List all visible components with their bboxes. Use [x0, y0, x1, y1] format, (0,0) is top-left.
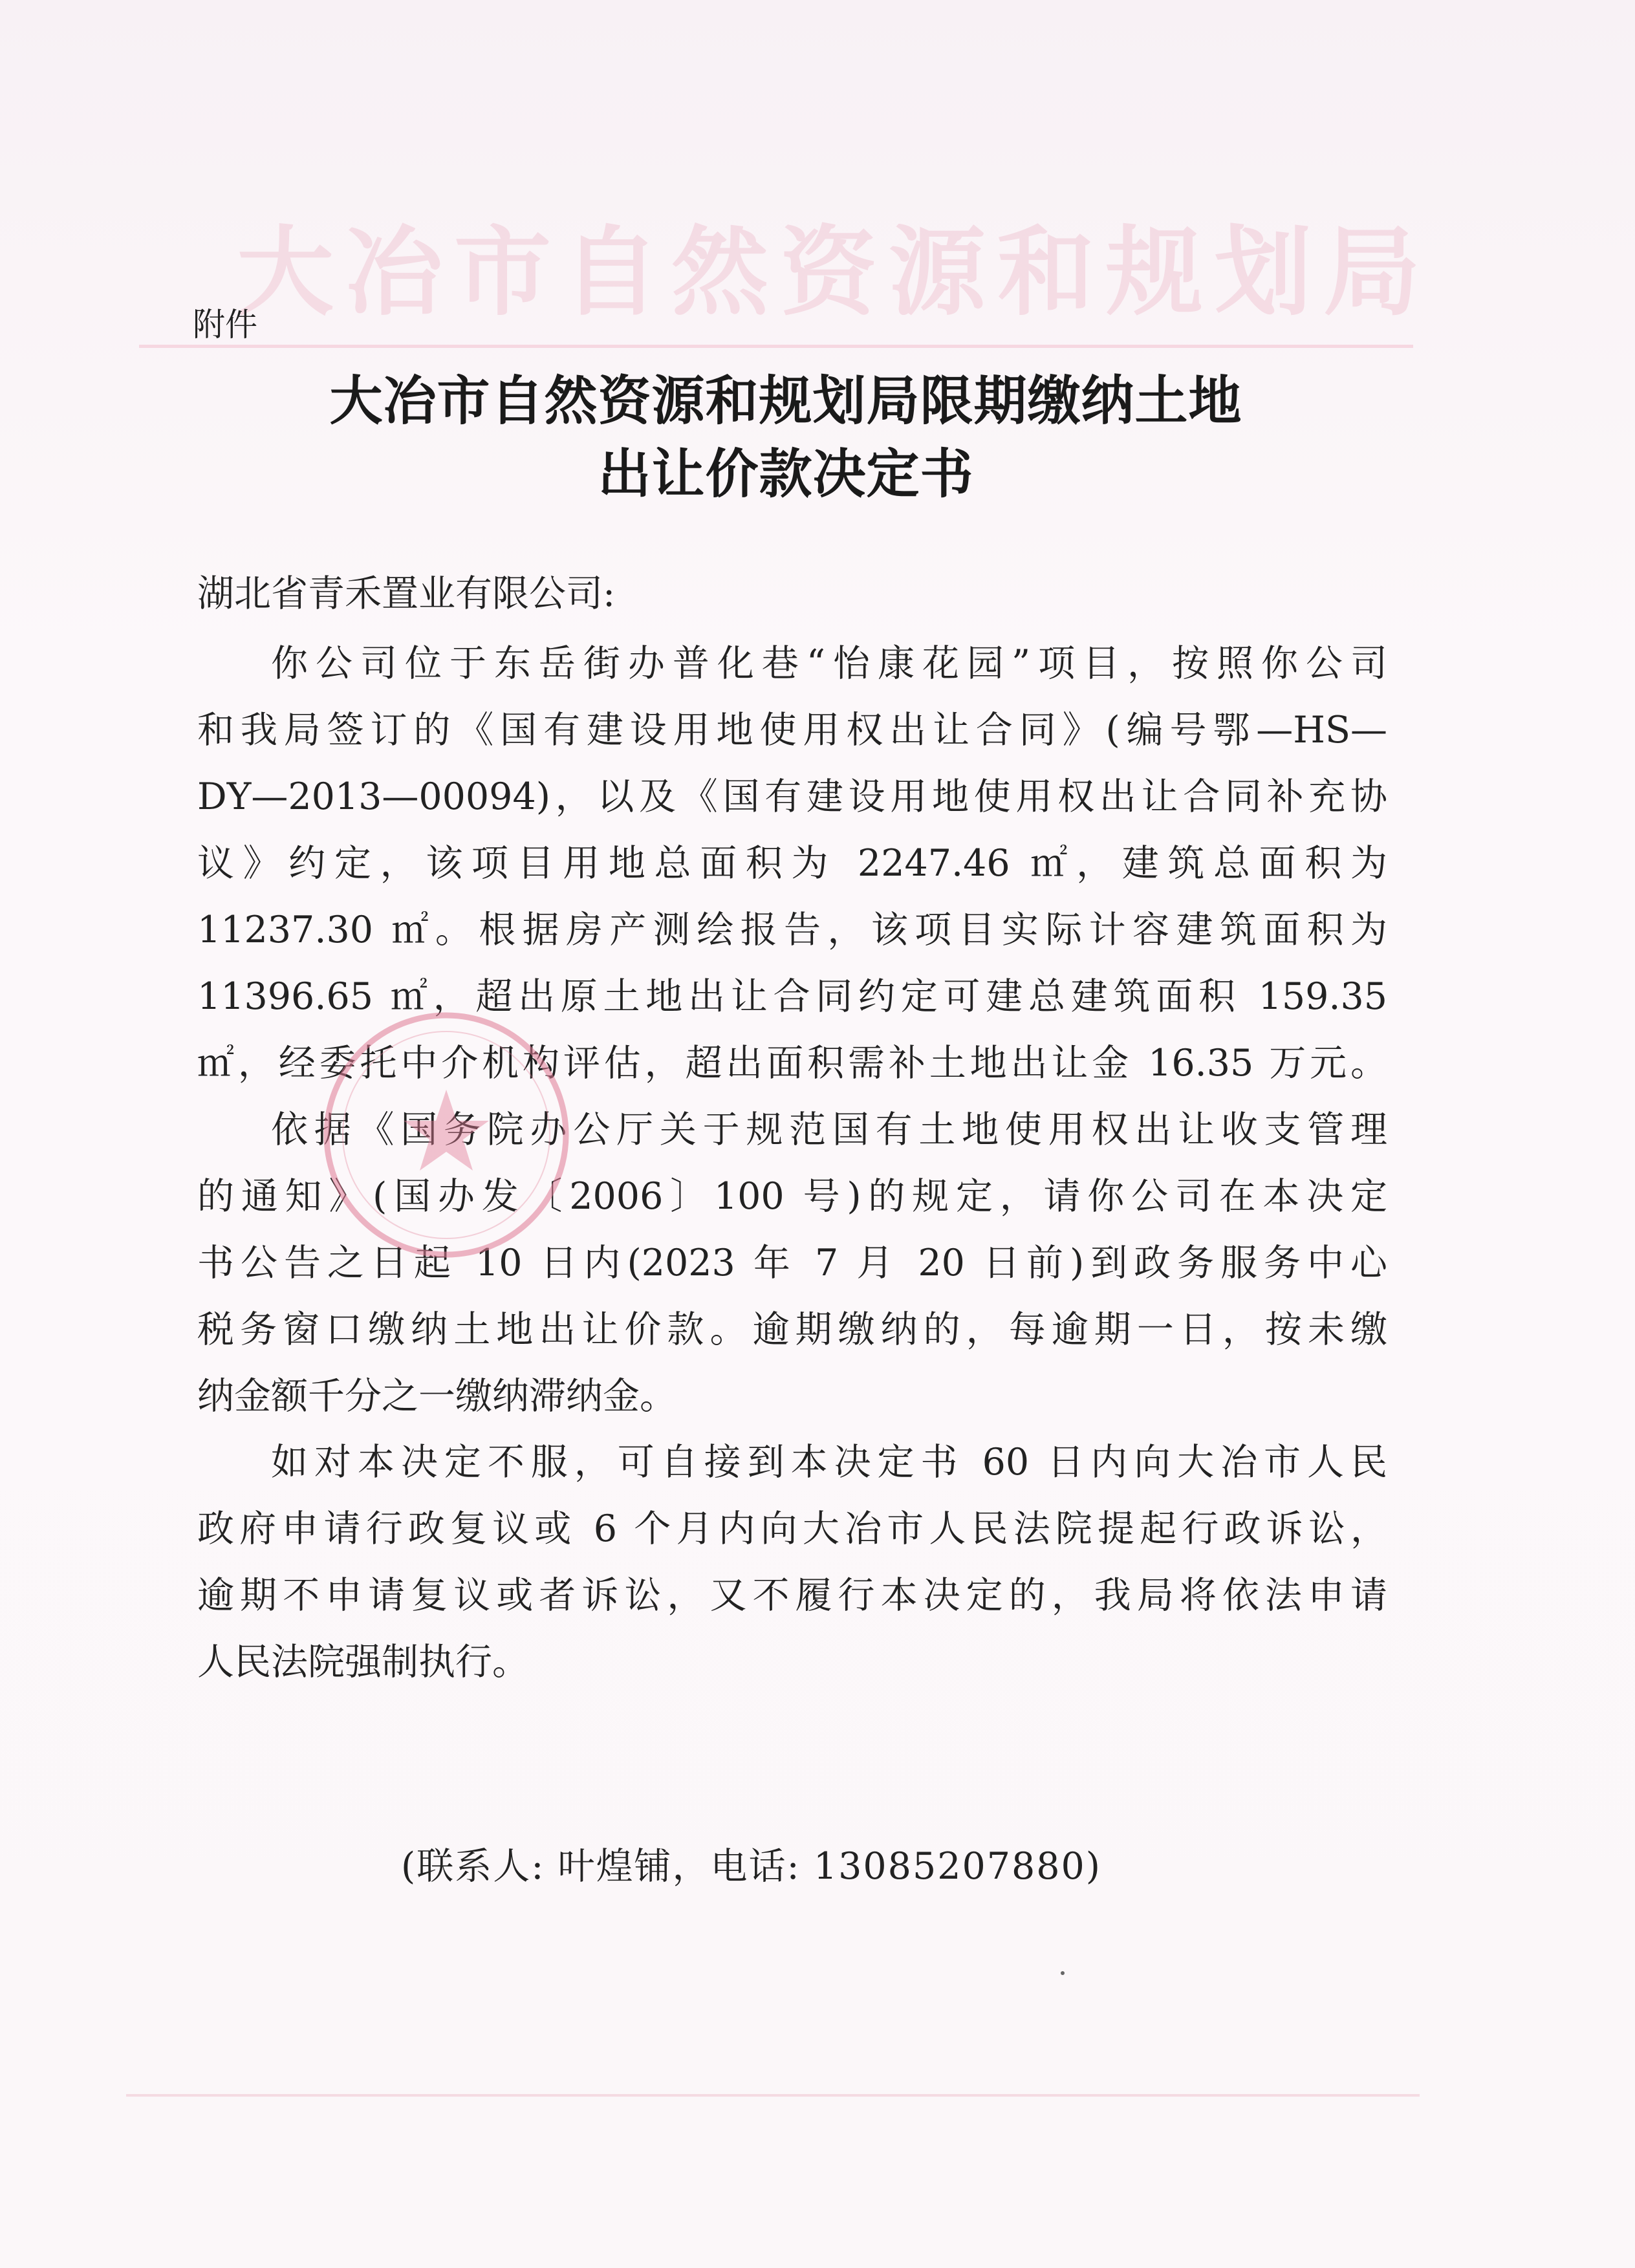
paragraph-line: 如对本决定不服，可自接到本决定书 60 日内向大冶市人民	[271, 1441, 1387, 1484]
paragraph-line: 纳金额千分之一缴纳滞纳金。	[197, 1375, 677, 1418]
paragraph-line: DY—2013—00094)，以及《国有建设用地使用权出让合同补充协	[197, 775, 1387, 818]
letterhead-watermark: 大冶市自然资源和规划局	[236, 215, 1432, 329]
paragraph-line: 11237.30 ㎡。根据房产测绘报告，该项目实际计容建筑面积为	[197, 909, 1387, 951]
official-seal-icon	[317, 1006, 576, 1264]
paragraph-line: 逾期不申请复议或者诉讼，又不履行本决定的，我局将依法申请	[197, 1574, 1387, 1617]
paragraph-line: ㎡，经委托中介机构评估，超出面积需补土地出让金 16.35 万元。	[197, 1042, 1387, 1085]
paragraph-line: 11396.65 ㎡，超出原土地出让合同约定可建总建筑面积 159.35	[197, 975, 1387, 1018]
paragraph-line: 你公司位于东岳街办普化巷“怡康花园”项目，按照你公司	[271, 642, 1387, 685]
salutation: 湖北省青禾置业有限公司:	[197, 572, 616, 615]
paragraph-line: 议》约定，该项目用地总面积为 2247.46 ㎡，建筑总面积为	[197, 842, 1387, 885]
paragraph-line: 书公告之日起 10 日内(2023 年 7 月 20 日前)到政务服务中心	[197, 1242, 1387, 1284]
paragraph-line: 和我局签订的《国有建设用地使用权出让合同》(编号鄂—HS—	[197, 709, 1387, 751]
paragraph-line: 税务窗口缴纳土地出让价款。逾期缴纳的，每逾期一日，按未缴	[197, 1308, 1387, 1351]
document-title-line-2: 出让价款决定书	[598, 443, 974, 505]
attachment-label: 附件	[193, 306, 257, 343]
contact-info: (联系人: 叶煌铺，电话: 13085207880)	[401, 1845, 1102, 1888]
paragraph-line: 人民法院强制执行。	[197, 1641, 529, 1683]
paragraph-3	[197, 1429, 1387, 1696]
document-title-line-1: 大冶市自然资源和规划局限期缴纳土地	[329, 370, 1242, 432]
footer-divider	[126, 2094, 1420, 2097]
scan-speck	[1061, 1971, 1065, 1975]
paragraph-line: 的通知》(国办发〔2006〕100 号)的规定，请你公司在本决定	[197, 1175, 1387, 1218]
paragraph-line: 政府申请行政复议或 6 个月内向大冶市人民法院提起行政诉讼，	[197, 1507, 1387, 1550]
letterhead-divider	[139, 345, 1413, 348]
paragraph-line: 依据《国务院办公厅关于规范国有土地使用权出让收支管理	[271, 1108, 1387, 1151]
